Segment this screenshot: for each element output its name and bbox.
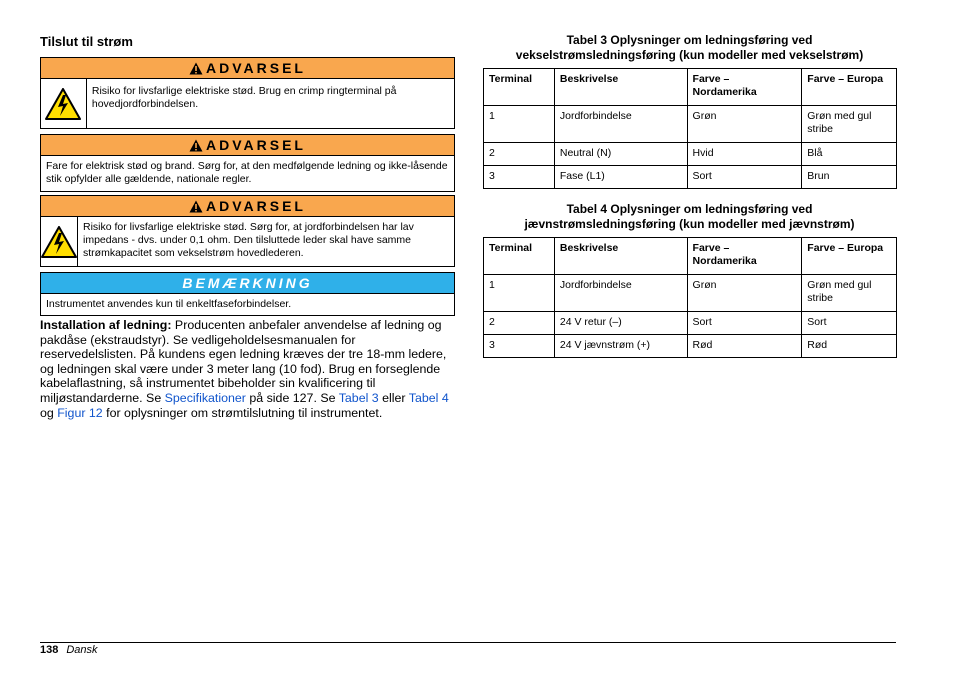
table-cell: Grøn (687, 275, 802, 312)
column-header: Beskrivelse (554, 69, 687, 106)
table-cell: Rød (687, 335, 802, 358)
paragraph-text: for oplysninger om strømtilslutning til instrumentet. (102, 405, 383, 420)
table-cell: Sort (687, 166, 802, 189)
warning-header-label: ADVARSEL (206, 60, 306, 76)
table-cell: Grøn (687, 106, 802, 143)
note-header: BEMÆRKNING (41, 273, 454, 294)
column-header: Farve – Nordamerika (687, 69, 802, 106)
note-text: Instrumentet anvendes kun til enkeltfaseforbindelser. (46, 298, 292, 310)
table-3 (483, 68, 897, 189)
table-row (484, 106, 897, 143)
table-header-row (484, 69, 897, 106)
table-cell: Sort (687, 312, 802, 335)
installation-label: Installation af ledning: (40, 318, 172, 332)
table-cell: Jordforbindelse (554, 275, 687, 312)
note-box (40, 272, 455, 316)
caption-line: Tabel 3 Oplysninger om ledningsføring ved (566, 33, 813, 47)
footer-language: Dansk (66, 644, 98, 656)
footer (40, 644, 98, 656)
table-cell: Sort (802, 312, 897, 335)
table-cell: Fase (L1) (554, 166, 687, 189)
warning-box-1 (40, 57, 455, 129)
paragraph-text: Producenten anbefaler anvendelse af ledning og pakdåse (ekstraudstyr). Se vedligeholdelsesmanualen for reservedelslisten. På kundens egen ledning kræves der tre 18-mm ledere, og ledningen skal være under 3 meter lang (10 fod). Brug en forseglende kabelaflastning, så instrumentet bibeholder sin kvalificering til miljøstandarderne. Se (40, 318, 447, 405)
paragraph-text: og (40, 405, 58, 420)
table-cell: Brun (802, 166, 897, 189)
electric-hazard-icon (41, 79, 87, 128)
column-header: Beskrivelse (554, 238, 687, 275)
table-cell: Rød (802, 335, 897, 358)
table-row (484, 166, 897, 189)
paragraph-text: på side 127. Se (245, 390, 339, 405)
warning-header-label: ADVARSEL (206, 198, 306, 214)
link-tabel-4[interactable]: Tabel 4 (408, 390, 449, 405)
table-row (484, 275, 897, 312)
table-cell: 24 V retur (–) (554, 312, 687, 335)
caption-line: jævnstrømsledningsføring (kun modeller med jævnstrøm) (524, 217, 855, 231)
table-cell: Blå (802, 143, 897, 166)
column-header: Terminal (484, 69, 555, 106)
table-cell: Hvid (687, 143, 802, 166)
table-row (484, 143, 897, 166)
caption-line: vekselstrømsledningsføring (kun modeller med vekselstrøm) (515, 48, 864, 62)
page-number: 138 (40, 644, 59, 656)
column-header: Farve – Europa (802, 69, 897, 106)
warning-text: Risiko for livsfarlige elektriske stød. Sørg for, at jordforbindelsen har lav impedans - dvs. under 0,1 ohm. Den tilsluttede leder skal have samme strømkapacitet som vekselstrøm hovedlederen. (83, 221, 414, 259)
table-row (484, 335, 897, 358)
electric-hazard-icon (41, 217, 78, 266)
column-header: Farve – Nordamerika (687, 238, 802, 275)
warning-header (41, 135, 454, 156)
table-cell: 1 (484, 106, 555, 143)
link-figur-12[interactable]: Figur 12 (57, 405, 103, 420)
table-cell: 2 (484, 312, 555, 335)
column-header: Terminal (484, 238, 555, 275)
table-cell: Grøn med gul stribe (802, 275, 897, 312)
warning-box-3 (40, 195, 455, 267)
link-specifikationer[interactable]: Specifikationer (164, 390, 246, 405)
warning-triangle-icon (189, 200, 203, 213)
table-header-row (484, 238, 897, 275)
warning-triangle-icon (189, 62, 203, 75)
warning-header (41, 58, 454, 79)
column-header: Farve – Europa (802, 238, 897, 275)
table-cell: Jordforbindelse (554, 106, 687, 143)
table-3-caption (483, 33, 896, 63)
footer-divider (40, 642, 896, 643)
table-4 (483, 237, 897, 358)
warning-triangle-icon (189, 139, 203, 152)
warning-text: Risiko for livsfarlige elektriske stød. Brug en crimp ringterminal på hovedjordforbindelsen. (91, 85, 397, 110)
paragraph-text: eller (378, 390, 409, 405)
table-cell: 2 (484, 143, 555, 166)
table-cell: 3 (484, 335, 555, 358)
table-4-caption (483, 202, 896, 232)
warning-header (41, 196, 454, 217)
warning-box-2 (40, 134, 455, 192)
table-cell: 1 (484, 275, 555, 312)
table-cell: Grøn med gul stribe (802, 106, 897, 143)
table-cell: 24 V jævnstrøm (+) (554, 335, 687, 358)
table-cell: 3 (484, 166, 555, 189)
warning-text: Fare for elektrisk stød og brand. Sørg for, at den medfølgende ledning og ikke-låsende stik opfylder alle gældende, nationale regler. (46, 160, 448, 185)
table-cell: Neutral (N) (554, 143, 687, 166)
installation-paragraph (40, 318, 455, 420)
link-tabel-3[interactable]: Tabel 3 (338, 390, 379, 405)
caption-line: Tabel 4 Oplysninger om ledningsføring ved (566, 202, 813, 216)
section-title: Tilslut til strøm (40, 34, 133, 49)
warning-header-label: ADVARSEL (206, 137, 306, 153)
table-row (484, 312, 897, 335)
